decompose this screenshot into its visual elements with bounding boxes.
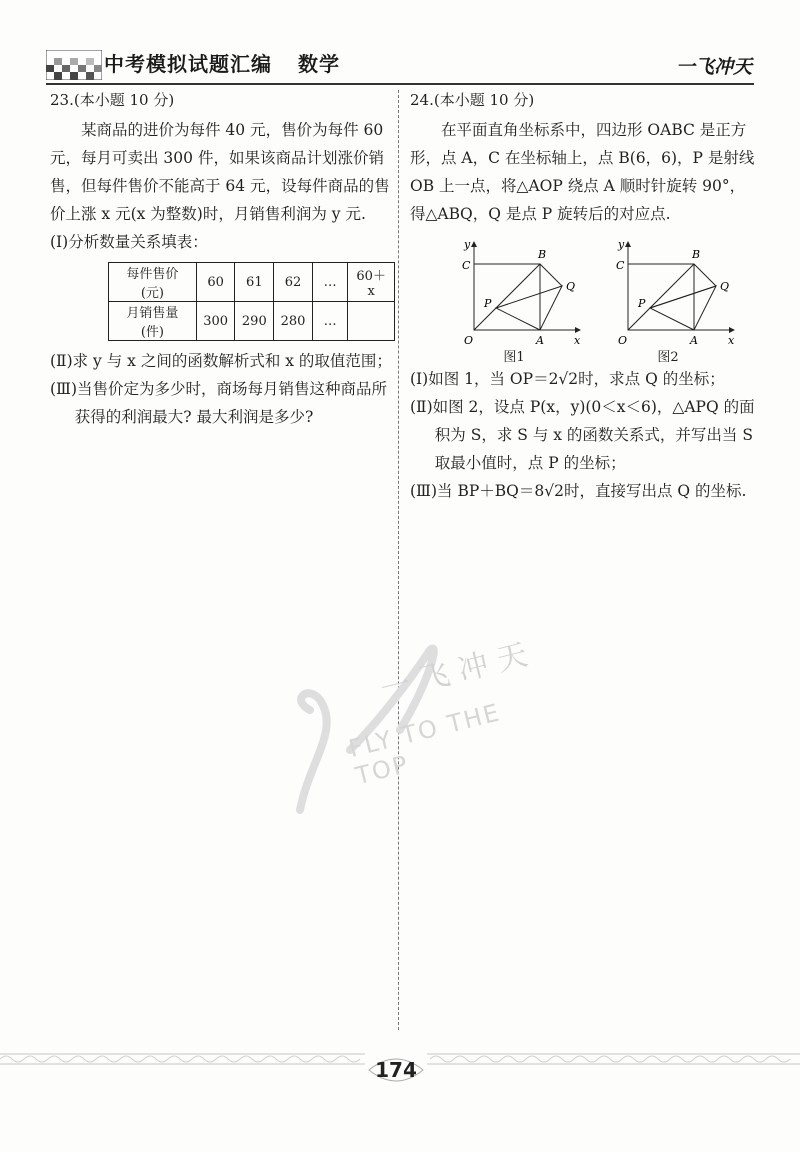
table-cell: 60＋x — [348, 263, 395, 302]
table-cell: 62 — [274, 263, 313, 302]
table-cell: 290 — [235, 302, 274, 341]
label-o: O — [618, 334, 628, 347]
label-b: B — [538, 248, 547, 261]
q23-intro: 某商品的进价为每件 40 元，售价为每件 60 元，每月可卖出 300 件，如果该商品计划涨价销售，但每件售价不能高于 64 元，设每件商品的售价上涨 x 元(x 为整数)时，月销售利润为 y 元. — [50, 121, 390, 223]
column-divider — [398, 90, 399, 1030]
figures — [444, 234, 755, 365]
label-q: Q — [566, 280, 576, 293]
q24-part3: (Ⅲ)当 BP＋BQ＝8√2时，直接写出点 Q 的坐标. — [410, 482, 747, 500]
label-a: A — [690, 334, 698, 347]
table-cell: 月销售量(件) — [109, 302, 197, 341]
q24-intro: 在平面直角坐标系中，四边形 OABC 是正方形，点 A，C 在坐标轴上，点 B(6，6)，P 是射线 OB 上一点，将△AOP 绕点 A 顺时针旋转 90°，得△ABQ，Q 是点 P 旋转后的对应点. — [410, 121, 755, 223]
q23-part1: (Ⅰ)分析数量关系填表： — [50, 233, 208, 251]
label-x: x — [728, 334, 735, 347]
triangle-apq — [496, 286, 562, 330]
table-cell: 300 — [196, 302, 235, 341]
book-title: 中考模拟试题汇编 — [104, 52, 272, 76]
table-row — [109, 263, 395, 302]
table-cell: … — [312, 302, 347, 341]
watermark — [280, 635, 541, 820]
page-number-text: 174 — [375, 1058, 417, 1082]
figure-1 — [444, 234, 584, 365]
subject-label: 数学 — [298, 52, 340, 76]
figure-2 — [598, 234, 738, 365]
question-23 — [50, 88, 395, 431]
label-o: O — [464, 334, 474, 347]
watermark-cn: 一飞冲天 — [376, 635, 541, 708]
header-rule — [46, 83, 754, 85]
q23-heading: 23.(本小题 10 分) — [50, 91, 175, 109]
label-p: P — [638, 297, 646, 310]
table-cell: 60 — [196, 263, 235, 302]
page-number — [365, 1050, 427, 1090]
label-c: C — [462, 259, 471, 272]
triangle-apq — [650, 286, 716, 330]
q23-part3: (Ⅲ)当售价定为多少时，商场每月销售这种商品所获得的利润最大? 最大利润是多少? — [50, 380, 388, 426]
watermark-en: FLY TO THE TOP — [346, 698, 504, 791]
segment-bq — [694, 264, 716, 286]
figure-1-caption: 图1 — [503, 350, 525, 365]
table-cell: 280 — [274, 302, 313, 341]
label-b: B — [692, 248, 701, 261]
figure-2-caption: 图2 — [657, 350, 679, 365]
figure-2-diagram — [598, 234, 738, 350]
label-x: x — [574, 334, 581, 347]
brand-logo: 一飞冲天 — [675, 56, 752, 78]
segment-bq — [540, 264, 562, 286]
q24-part1: (Ⅰ)如图 1，当 OP＝2√2时，求点 Q 的坐标； — [410, 370, 725, 388]
header-title — [104, 48, 340, 77]
figure-1-diagram — [444, 234, 584, 350]
q23-part2: (Ⅱ)求 y 与 x 之间的函数解析式和 x 的取值范围； — [50, 352, 392, 370]
label-q: Q — [720, 280, 730, 293]
label-c: C — [616, 259, 625, 272]
table-cell: 61 — [235, 263, 274, 302]
label-y: y — [618, 238, 625, 251]
q24-part2: (Ⅱ)如图 2，设点 P(x，y)(0＜x＜6)，△APQ 的面积为 S，求 S 与 x 的函数关系式，并写出当 S 取最小值时，点 P 的坐标； — [410, 398, 755, 472]
label-y: y — [464, 238, 471, 251]
table-cell: … — [312, 263, 347, 302]
header-checker-logo — [46, 50, 102, 80]
question-24 — [410, 88, 755, 505]
table-cell-blank — [348, 302, 395, 341]
q24-heading: 24.(本小题 10 分) — [410, 91, 535, 109]
label-p: P — [484, 297, 492, 310]
sales-table — [108, 262, 395, 341]
table-cell: 每件售价(元) — [109, 263, 197, 302]
table-row — [109, 302, 395, 341]
label-a: A — [536, 334, 544, 347]
